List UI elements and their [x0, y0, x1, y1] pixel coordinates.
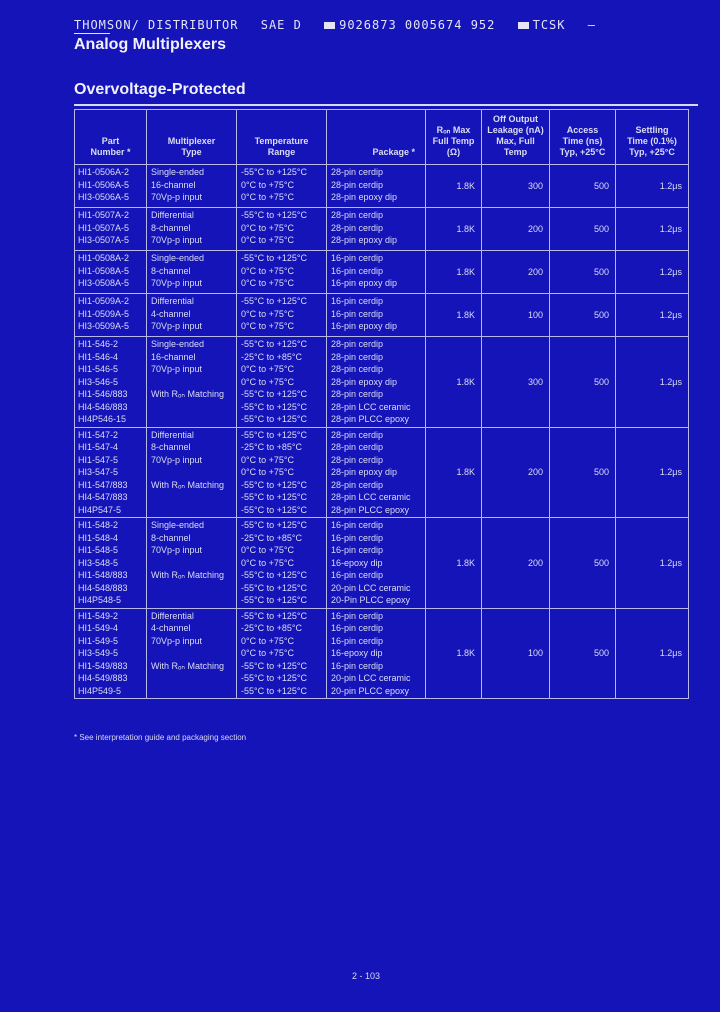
title-divider — [74, 104, 698, 106]
temperature-range-cell: -55°C to +125°C -25°C to +85°C 0°C to +75°C 0°C to +75°C -55°C to +125°C -55°C to +125°C -55°C to +125°C — [237, 518, 327, 609]
ron-max-cell: 1.8K — [426, 251, 482, 294]
ron-max-cell: 1.8K — [426, 208, 482, 251]
package-cell: 16-pin cerdip 16-pin cerdip 16-pin epoxy dip — [327, 294, 426, 337]
temperature-range-cell: -55°C to +125°C -25°C to +85°C 0°C to +75°C 0°C to +75°C -55°C to +125°C -55°C to +125°C -55°C to +125°C — [237, 608, 327, 699]
part-number-cell: HI1-549-2 HI1-549-4 HI1-549-5 HI3-549-5 HI1-549/883 HI4-549/883 HI4P549-5 — [75, 608, 147, 699]
table-row — [75, 165, 689, 208]
temperature-range-cell: -55°C to +125°C 0°C to +75°C 0°C to +75°C — [237, 165, 327, 208]
col-header-access-time: Access Time (ns) Typ, +25°C — [550, 110, 616, 165]
temperature-range-cell: -55°C to +125°C 0°C to +75°C 0°C to +75°C — [237, 294, 327, 337]
settling-time-cell: 1.2μs — [616, 251, 689, 294]
sub-title: Overvoltage-Protected — [74, 81, 246, 98]
access-time-cell: 500 — [550, 518, 616, 609]
access-time-cell: 500 — [550, 427, 616, 518]
leakage-cell: 200 — [482, 251, 550, 294]
footnote: * See interpretation guide and packaging section — [74, 733, 247, 742]
ron-max-cell: 1.8K — [426, 608, 482, 699]
settling-time-cell: 1.2μs — [616, 294, 689, 337]
col-header-leakage: Off Output Leakage (nA) Max, Full Temp — [482, 110, 550, 165]
multiplexer-table — [74, 109, 689, 699]
table-row — [75, 251, 689, 294]
ron-max-cell: 1.8K — [426, 337, 482, 428]
table-row — [75, 608, 689, 699]
package-cell: 28-pin cerdip 28-pin cerdip 28-pin cerdip 28-pin epoxy dip 28-pin cerdip 28-pin LCC ceramic 28-pin PLCC epoxy — [327, 337, 426, 428]
header-dash: – — [587, 18, 596, 32]
settling-time-cell: 1.2μs — [616, 427, 689, 518]
multiplexer-type-cell: Differential 4-channel 70Vp-p input — [147, 294, 237, 337]
header-code-c: TCSK — [532, 18, 566, 32]
package-cell: 16-pin cerdip 16-pin cerdip 16-pin epoxy dip — [327, 251, 426, 294]
leakage-cell: 300 — [482, 165, 550, 208]
settling-time-cell: 1.2μs — [616, 165, 689, 208]
settling-time-cell: 1.2μs — [616, 608, 689, 699]
col-header-ron: Rₒₙ Max Full Temp (Ω) — [426, 110, 482, 165]
ron-max-cell: 1.8K — [426, 165, 482, 208]
package-cell: 16-pin cerdip 16-pin cerdip 16-pin cerdip 16-epoxy dip 16-pin cerdip 20-pin LCC ceramic 20-Pin PLCC epoxy — [327, 518, 426, 609]
table-row — [75, 294, 689, 337]
part-number-cell: HI1-0506A-2 HI1-0506A-5 HI3-0506A-5 — [75, 165, 147, 208]
package-cell: 28-pin cerdip 28-pin cerdip 28-pin cerdip 28-pin epoxy dip 28-pin cerdip 28-pin LCC ceramic 28-pin PLCC epoxy — [327, 427, 426, 518]
settling-time-cell: 1.2μs — [616, 518, 689, 609]
table-row — [75, 518, 689, 609]
multiplexer-type-cell: Differential 8-channel 70Vp-p input With Rₒₙ Matching — [147, 427, 237, 518]
multiplexer-type-cell: Single-ended 8-channel 70Vp-p input — [147, 251, 237, 294]
settling-time-cell: 1.2μs — [616, 208, 689, 251]
access-time-cell: 500 — [550, 608, 616, 699]
multiplexer-type-cell: Differential 8-channel 70Vp-p input — [147, 208, 237, 251]
temperature-range-cell: -55°C to +125°C -25°C to +85°C 0°C to +75°C 0°C to +75°C -55°C to +125°C -55°C to +125°C -55°C to +125°C — [237, 427, 327, 518]
table-row — [75, 427, 689, 518]
section-title: Analog Multiplexers — [74, 36, 227, 53]
col-header-type: Multiplexer Type — [147, 110, 237, 165]
ron-max-cell: 1.8K — [426, 427, 482, 518]
header-code-a: SAE D — [260, 18, 302, 32]
page-number: 2 - 103 — [352, 971, 381, 981]
package-cell: 28-pin cerdip 28-pin cerdip 28-pin epoxy dip — [327, 165, 426, 208]
part-number-cell: HI1-547-2 HI1-547-4 HI1-547-5 HI3-547-5 HI1-547/883 HI4-547/883 HI4P547-5 — [75, 427, 147, 518]
col-header-settling-time: Settling Time (0.1%) Typ, +25°C — [616, 110, 689, 165]
multiplexer-type-cell: Single-ended 16-channel 70Vp-p input With Rₒₙ Matching — [147, 337, 237, 428]
multiplexer-type-cell: Single-ended 16-channel 70Vp-p input — [147, 165, 237, 208]
settling-time-cell: 1.2μs — [616, 337, 689, 428]
part-number-cell: HI1-548-2 HI1-548-4 HI1-548-5 HI3-548-5 HI1-548/883 HI4-548/883 HI4P548-5 — [75, 518, 147, 609]
col-header-temperature: Temperature Range — [237, 110, 327, 165]
leakage-cell: 200 — [482, 208, 550, 251]
block-mark-icon — [518, 22, 529, 29]
access-time-cell: 500 — [550, 208, 616, 251]
header-code-b: 9026873 0005674 952 — [339, 18, 496, 32]
access-time-cell: 500 — [550, 337, 616, 428]
header-rule — [74, 33, 110, 34]
part-number-cell: HI1-0508A-2 HI1-0508A-5 HI3-0508A-5 — [75, 251, 147, 294]
part-number-cell: HI1-0509A-2 HI1-0509A-5 HI3-0509A-5 — [75, 294, 147, 337]
temperature-range-cell: -55°C to +125°C -25°C to +85°C 0°C to +75°C 0°C to +75°C -55°C to +125°C -55°C to +125°C -55°C to +125°C — [237, 337, 327, 428]
part-number-cell: HI1-0507A-2 HI1-0507A-5 HI3-0507A-5 — [75, 208, 147, 251]
access-time-cell: 500 — [550, 251, 616, 294]
leakage-cell: 100 — [482, 608, 550, 699]
page-header — [74, 18, 706, 32]
leakage-cell: 200 — [482, 427, 550, 518]
ron-max-cell: 1.8K — [426, 518, 482, 609]
col-header-part: Part Number * — [75, 110, 147, 165]
multiplexer-type-cell: Differential 4-channel 70Vp-p input With Rₒₙ Matching — [147, 608, 237, 699]
package-cell: 16-pin cerdip 16-pin cerdip 16-pin cerdip 16-epoxy dip 16-pin cerdip 20-pin LCC ceramic 20-pin PLCC epoxy — [327, 608, 426, 699]
block-mark-icon — [324, 22, 335, 29]
temperature-range-cell: -55°C to +125°C 0°C to +75°C 0°C to +75°C — [237, 251, 327, 294]
temperature-range-cell: -55°C to +125°C 0°C to +75°C 0°C to +75°C — [237, 208, 327, 251]
multiplexer-type-cell: Single-ended 8-channel 70Vp-p input With Rₒₙ Matching — [147, 518, 237, 609]
table-row — [75, 208, 689, 251]
ron-max-cell: 1.8K — [426, 294, 482, 337]
table-row — [75, 337, 689, 428]
part-number-cell: HI1-546-2 HI1-546-4 HI1-546-5 HI3-546-5 HI1-546/883 HI4-546/883 HI4P546-15 — [75, 337, 147, 428]
col-header-package: Package * — [327, 110, 426, 165]
access-time-cell: 500 — [550, 294, 616, 337]
table-header-row — [75, 110, 689, 165]
package-cell: 28-pin cerdip 28-pin cerdip 28-pin epoxy dip — [327, 208, 426, 251]
leakage-cell: 100 — [482, 294, 550, 337]
leakage-cell: 200 — [482, 518, 550, 609]
distributor-code: THOMSON/ DISTRIBUTOR — [74, 18, 239, 32]
leakage-cell: 300 — [482, 337, 550, 428]
access-time-cell: 500 — [550, 165, 616, 208]
